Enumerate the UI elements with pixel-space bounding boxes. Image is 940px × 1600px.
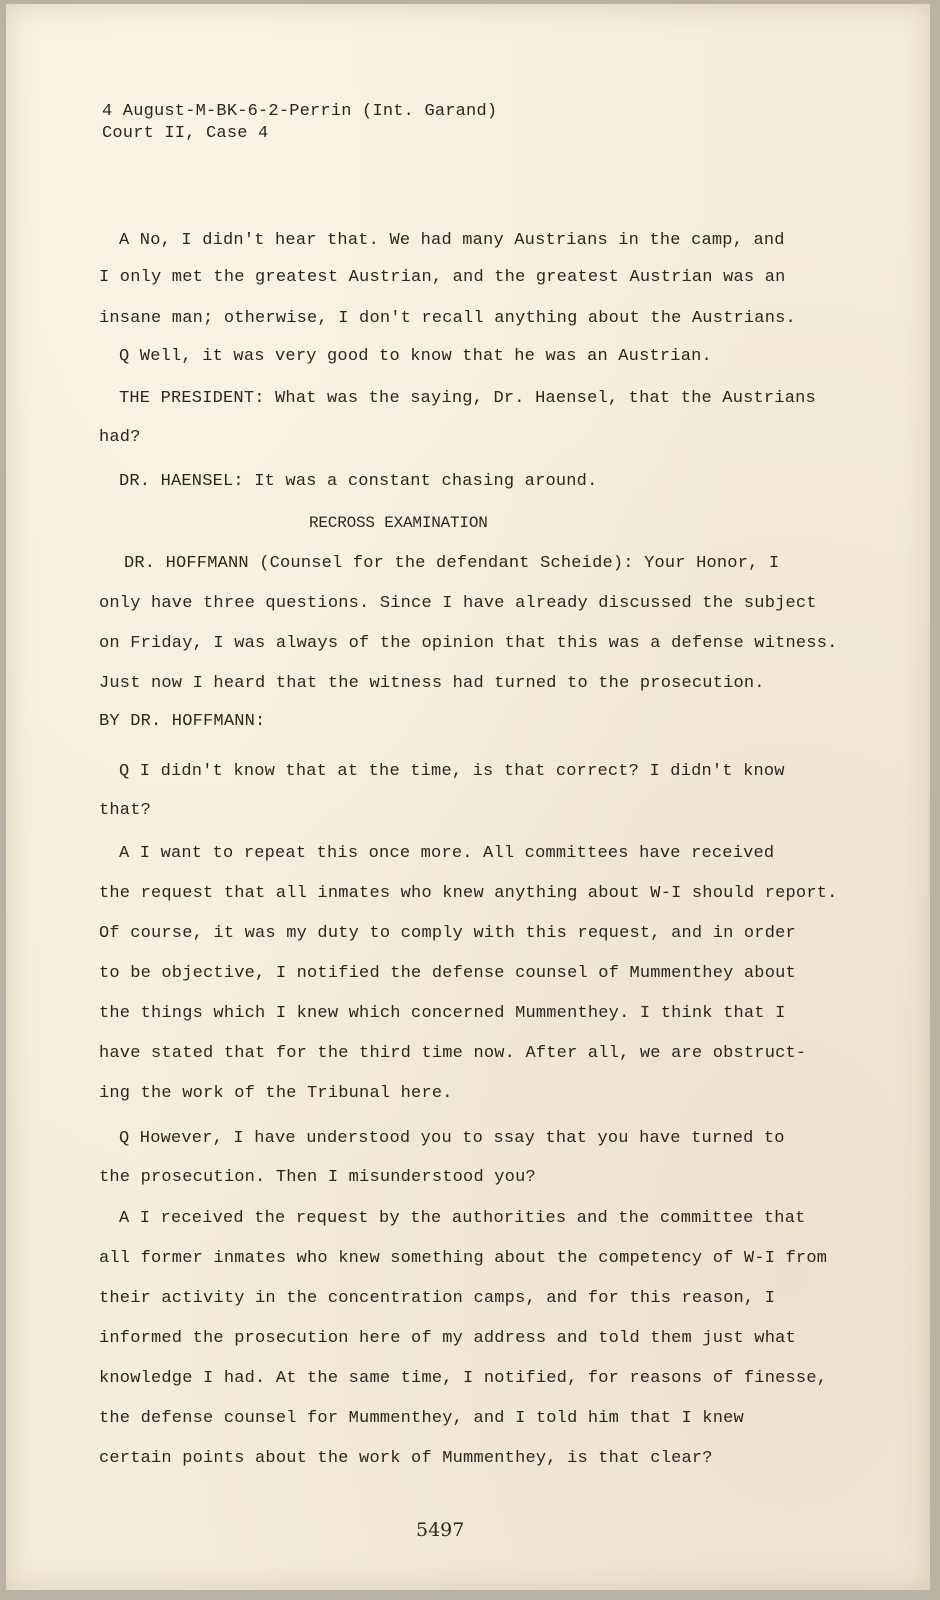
body-line: Q I didn't know that at the time, is that correct? I didn't know	[119, 762, 785, 781]
body-line: on Friday, I was always of the opinion that this was a defense witness.	[99, 634, 838, 653]
body-line: the prosecution. Then I misunderstood you?	[99, 1168, 536, 1187]
body-line: DR. HOFFMANN (Counsel for the defendant Scheide): Your Honor, I	[124, 554, 780, 573]
document-page	[6, 4, 930, 1590]
header-court: Court II, Case 4	[102, 124, 269, 143]
body-line: Q However, I have understood you to ssay that you have turned to	[119, 1129, 785, 1148]
body-line: only have three questions. Since I have already discussed the subject	[99, 594, 817, 613]
body-line: the request that all inmates who knew anything about W-I should report.	[99, 884, 838, 903]
body-line: Of course, it was my duty to comply with this request, and in order	[99, 924, 796, 943]
body-line: their activity in the concentration camps, and for this reason, I	[99, 1289, 776, 1308]
header-reference: 4 August-M-BK-6-2-Perrin (Int. Garand)	[102, 102, 498, 121]
body-line: all former inmates who knew something about the competency of W-I from	[99, 1249, 828, 1268]
body-line: have stated that for the third time now. After all, we are obstruct-	[99, 1044, 807, 1063]
body-line: BY DR. HOFFMANN:	[99, 712, 266, 731]
body-line: A No, I didn't hear that. We had many Austrians in the camp, and	[119, 231, 785, 250]
body-line: had?	[99, 428, 141, 447]
section-heading: RECROSS EXAMINATION	[309, 514, 488, 532]
body-line: informed the prosecution here of my address and told them just what	[99, 1329, 796, 1348]
body-line: the defense counsel for Mummenthey, and I told him that I knew	[99, 1409, 744, 1428]
body-line: ing the work of the Tribunal here.	[99, 1084, 453, 1103]
body-line: to be objective, I notified the defense counsel of Mummenthey about	[99, 964, 796, 983]
body-line: DR. HAENSEL: It was a constant chasing around.	[119, 472, 598, 491]
body-line: knowledge I had. At the same time, I notified, for reasons of finesse,	[99, 1369, 828, 1388]
body-line: Just now I heard that the witness had turned to the prosecution.	[99, 674, 765, 693]
body-line: I only met the greatest Austrian, and the greatest Austrian was an	[99, 268, 786, 287]
body-line: insane man; otherwise, I don't recall anything about the Austrians.	[99, 309, 796, 328]
body-line: that?	[99, 801, 152, 820]
body-line: certain points about the work of Mummenthey, is that clear?	[99, 1449, 713, 1468]
body-line: the things which I knew which concerned Mummenthey. I think that I	[99, 1004, 786, 1023]
body-line: THE PRESIDENT: What was the saying, Dr. Haensel, that the Austrians	[119, 389, 816, 408]
body-line: Q Well, it was very good to know that he was an Austrian.	[119, 347, 712, 366]
page-number: 5497	[416, 1519, 465, 1541]
body-line: A I received the request by the authorities and the committee that	[119, 1209, 806, 1228]
body-line: A I want to repeat this once more. All committees have received	[119, 844, 775, 863]
